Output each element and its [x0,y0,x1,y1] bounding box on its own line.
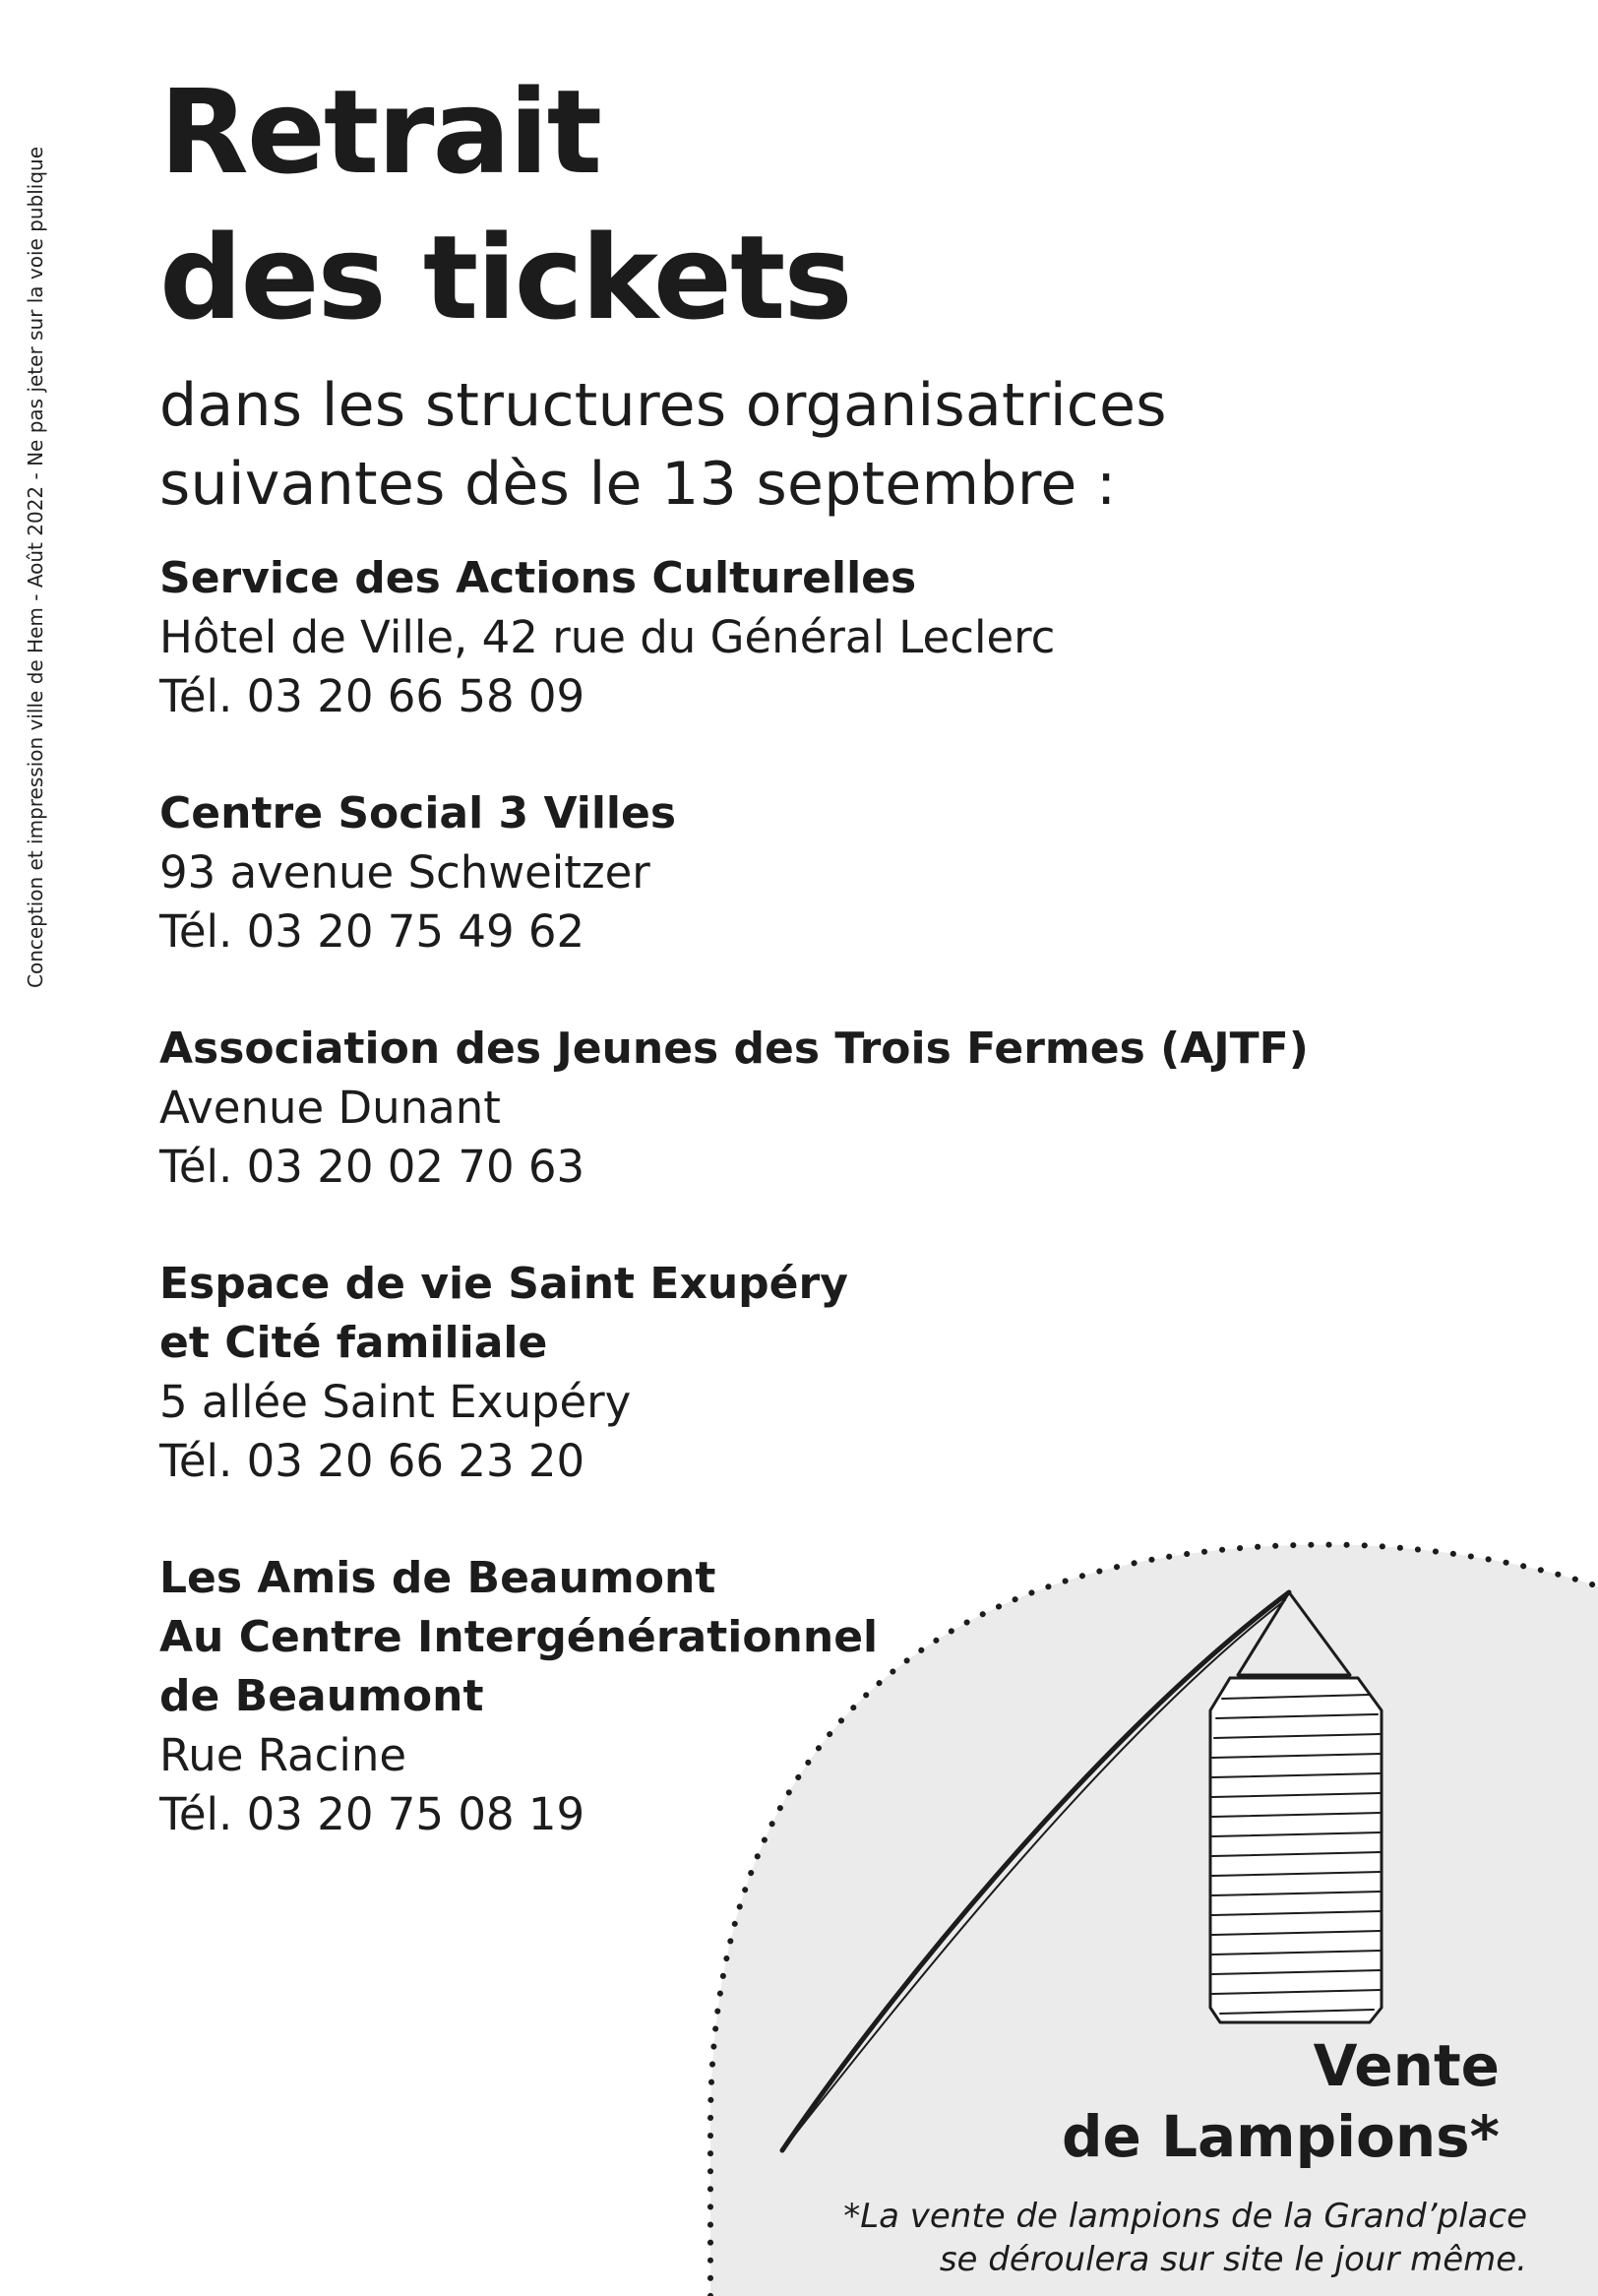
organization-name-line: de Beaumont [159,1671,484,1721]
organization-phone: Tél. 03 20 66 58 09 [159,670,585,722]
title-line: Retrait [159,64,600,200]
promo-title-line: de Lampions* [1062,2103,1500,2170]
organization-name-line: Centre Social 3 Villes [159,788,677,838]
organization-address: Hôtel de Ville, 42 rue du Général Leclerc [159,611,1056,663]
promo-footnote-line: se déroulera sur site le jour même. [939,2240,1527,2279]
organization-name-line: Service des Actions Culturelles [159,553,917,603]
side-note: Conception et impression ville de Hem - Août 2022 - Ne pas jeter sur la voie publique [24,146,47,988]
organization-address: Avenue Dunant [159,1082,501,1134]
organization-name-line: et Cité familiale [159,1318,548,1368]
organization-phone: Tél. 03 20 75 08 19 [159,1788,585,1840]
title-line: des tickets [159,210,851,345]
organization-name-line: Association des Jeunes des Trois Fermes (AJTF) [159,1024,1309,1074]
organization-address: 5 allée Saint Exupéry [159,1376,632,1428]
organization-address: 93 avenue Schweitzer [159,846,650,899]
promo-footnote-line: *La vente de lampions de la Grand’place [843,2197,1527,2236]
organization-phone: Tél. 03 20 02 70 63 [159,1141,585,1193]
organization-phone: Tél. 03 20 75 49 62 [159,905,585,958]
organization-name-line: Espace de vie Saint Exupéry [159,1259,848,1309]
organization-address: Rue Racine [159,1729,407,1781]
promo-footnote [843,2195,1527,2281]
subtitle-line: dans les structures organisatrices [159,371,1167,440]
promo-title [1062,2030,1500,2172]
subtitle-line: suivantes dès le 13 septembre : [159,450,1117,519]
organization-entry [159,1549,1537,1844]
promo-title-line: Vente [1313,2032,1500,2099]
organization-name-line: Au Centre Intergénérationnel [159,1612,879,1662]
organization-name [159,1549,1537,1726]
organization-phone: Tél. 03 20 66 23 20 [159,1435,585,1487]
organization-name-line: Les Amis de Beaumont [159,1553,716,1603]
